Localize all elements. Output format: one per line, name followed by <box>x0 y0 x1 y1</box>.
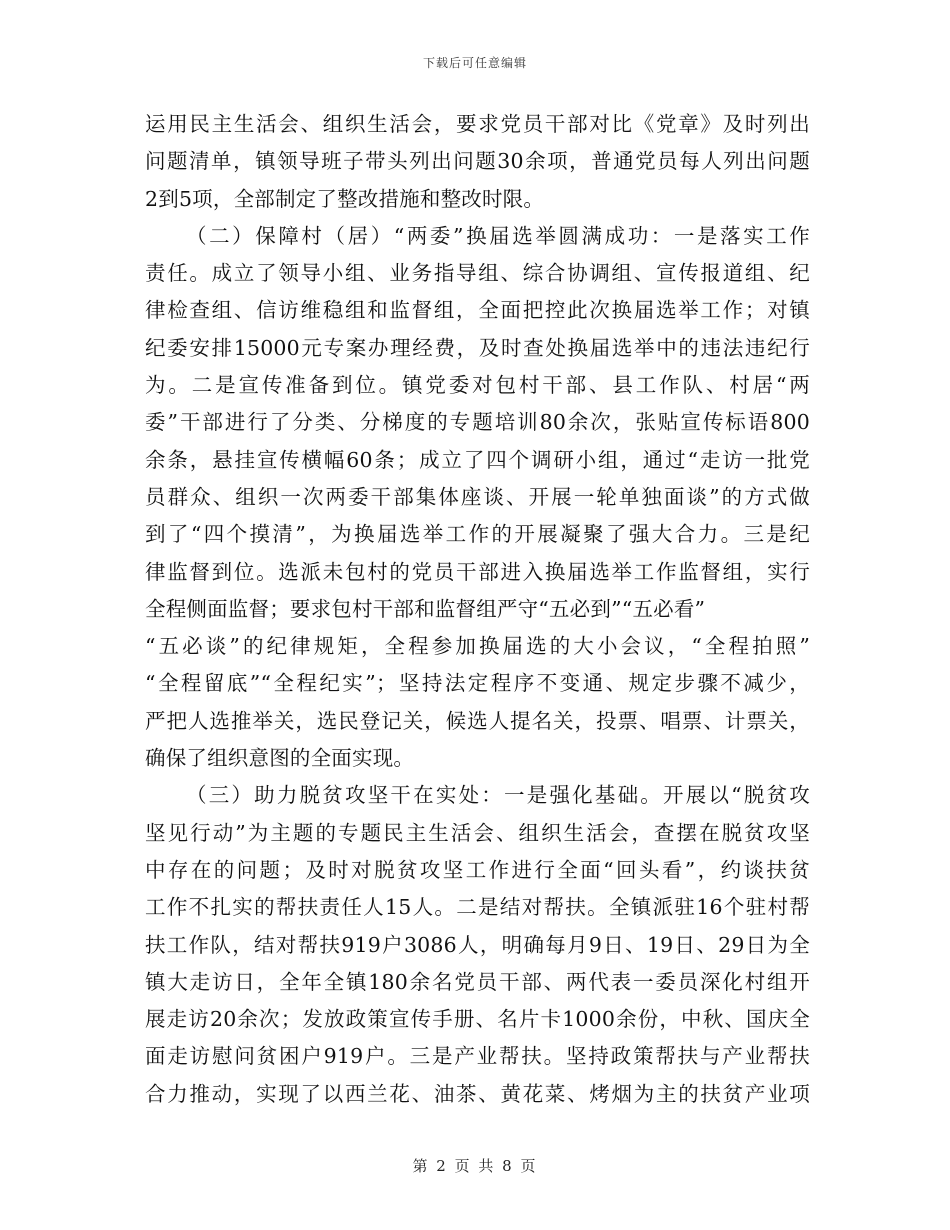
text-line: 余条，悬挂宣传横幅60条；成立了四个调研小组，通过“走访一批党 <box>145 447 810 472</box>
text-line: 中存在的问题；及时对脱贫攻坚工作进行全面“回头看”，约谈扶贫 <box>145 857 810 882</box>
text-line: 坚见行动”为主题的专题民主生活会、组织生活会，查摆在脱贫攻坚 <box>145 820 810 845</box>
header-note: 下载后可任意编辑 <box>422 56 527 70</box>
text-line: 到了“四个摸清”，为换届选举工作的开展凝聚了强大合力。三是纪 <box>145 522 810 547</box>
text-line: 镇大走访日，全年全镇180余名党员干部、两代表一委员深化村组开 <box>145 969 810 994</box>
text-line: 全程侧面监督；要求包村干部和监督组严守“五必到”“五必看” <box>145 596 706 621</box>
text-line: 展走访20余次；发放政策宣传手册、名片卡1000余份，中秋、国庆全 <box>145 1007 810 1032</box>
text-line: 合力推动，实现了以西兰花、油茶、黄花菜、烤烟为主的扶贫产业项 <box>145 1081 810 1106</box>
text-line: 纪委安排15000元专案办理经费，及时查处换届选举中的违法违纪行 <box>145 335 810 360</box>
text-line: 运用民主生活会、组织生活会，要求党员干部对比《党章》及时列出 <box>145 112 810 136</box>
text-line: 委”干部进行了分类、分梯度的专题培训80余次，张贴宣传标语800 <box>145 410 810 435</box>
text-line: 工作不扎实的帮扶责任人15人。二是结对帮扶。全镇派驻16个驻村帮 <box>145 895 810 920</box>
text-line: 严把人选推举关，选民登记关，候选人提名关，投票、唱票、计票关， <box>145 708 810 733</box>
text-line: 确保了组织意图的全面实现。 <box>145 746 415 771</box>
text-line: 员群众、组织一次两委干部集体座谈、开展一轮单独面谈”的方式做 <box>145 484 810 509</box>
text-line: 扶工作队，结对帮扶919户3086人，明确每月9日、19日、29日为全 <box>145 932 810 957</box>
text-line: “全程留底”“全程纪实”；坚持法定程序不变通、规定步骤不减少， <box>145 671 810 696</box>
text-line: 2到5项，全部制定了整改措施和整改时限。 <box>145 186 545 211</box>
text-line: 面走访慰问贫困户919户。三是产业帮扶。坚持政策帮扶与产业帮扶 <box>145 1044 810 1069</box>
section-heading-line: （二）保障村（居）“两委”换届选举圆满成功：一是落实工作 <box>186 223 810 248</box>
text-line: 律监督到位。选派未包村的党员干部进入换届选举工作监督组，实行 <box>145 559 810 584</box>
text-line: 为。二是宣传准备到位。镇党委对包村干部、县工作队、村居“两 <box>145 373 810 398</box>
text-line: “五必谈”的纪律规矩，全程参加换届选的大小会议，“全程拍照” <box>145 634 810 659</box>
text-line: 责任。成立了领导小组、业务指导组、综合协调组、宣传报道组、纪 <box>145 261 810 286</box>
page-number-footer: 第 2 页 共 8 页 <box>412 1157 538 1175</box>
text-line: 律检查组、信访维稳组和监督组，全面把控此次换届选举工作；对镇 <box>145 298 810 323</box>
section-heading-line: （三）助力脱贫攻坚干在实处：一是强化基础。开展以“脱贫攻 <box>186 783 810 808</box>
text-line: 问题清单，镇领导班子带头列出问题30余项，普通党员每人列出问题 <box>145 149 810 174</box>
body-text <box>145 106 810 1113</box>
